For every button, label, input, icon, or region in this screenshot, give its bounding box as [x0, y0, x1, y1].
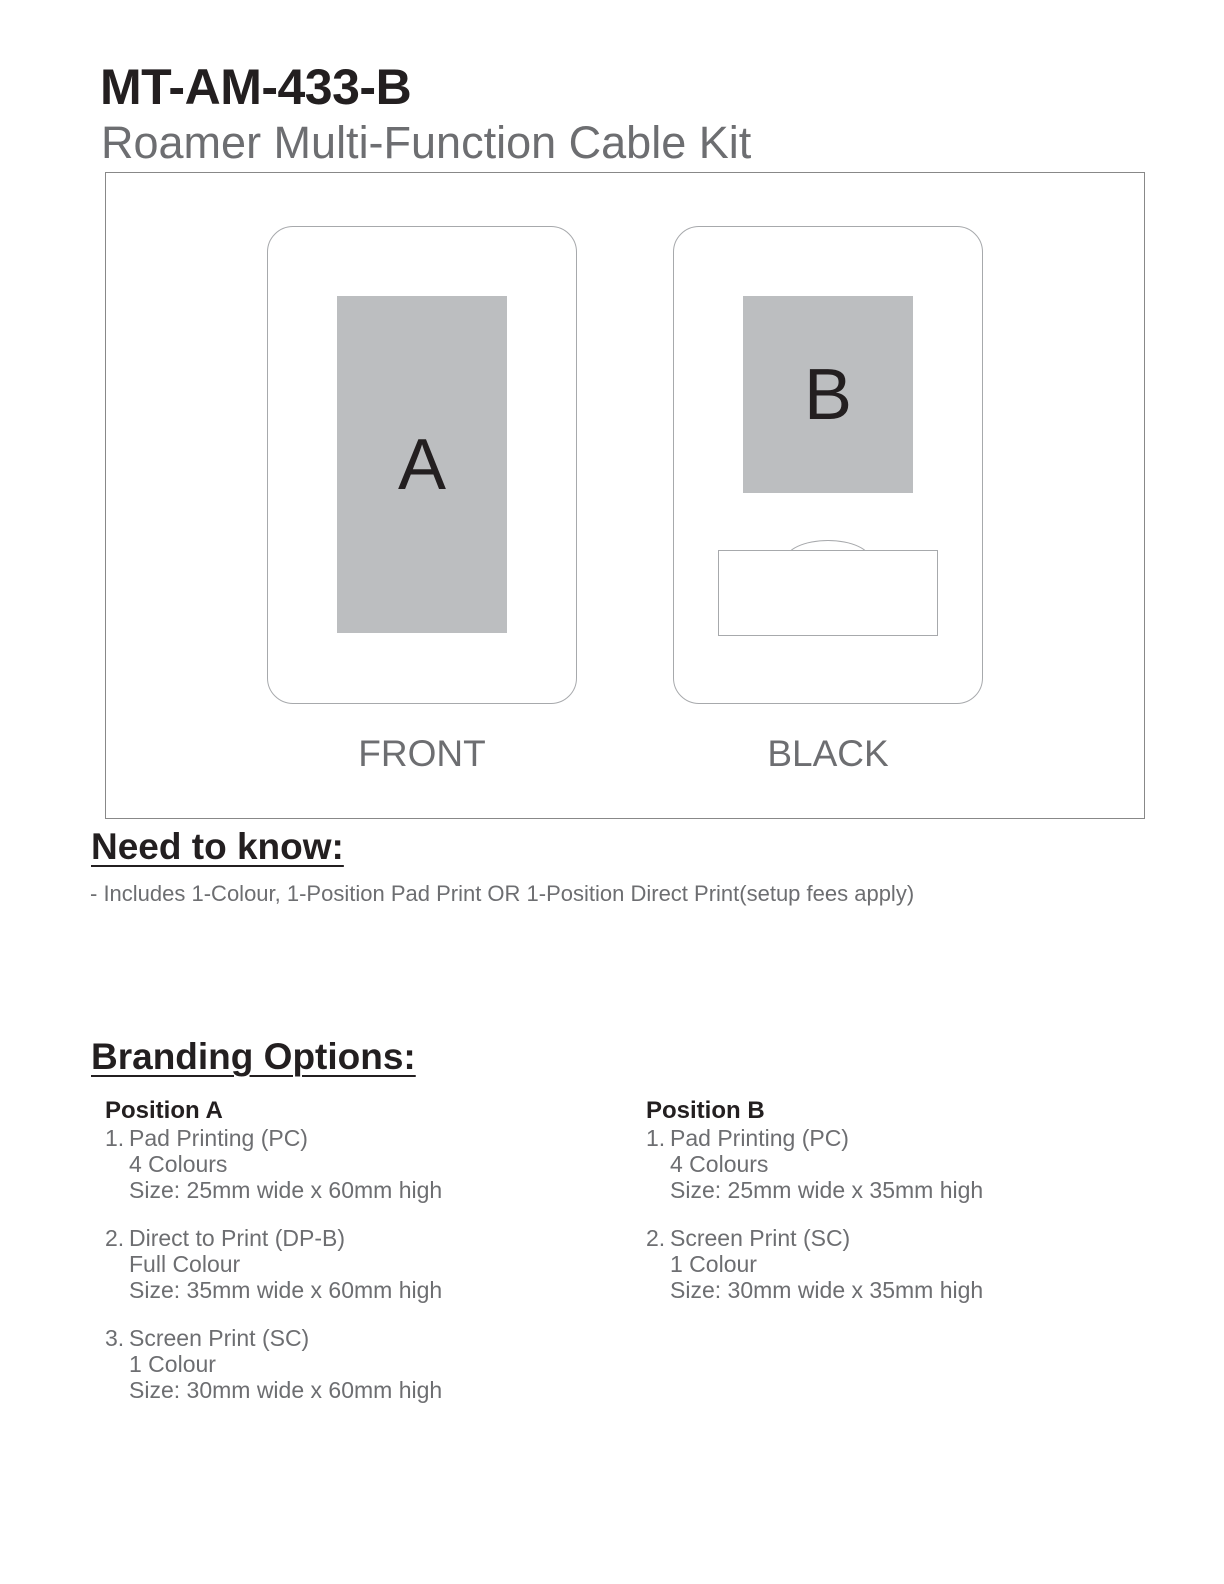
option-method: Pad Printing (PC) [129, 1125, 308, 1151]
position-title: Position B [646, 1097, 765, 1124]
option-number: 1. [105, 1125, 125, 1151]
print-area-b: B [743, 296, 913, 493]
position-a-column [105, 1097, 585, 1403]
option-number: 1. [646, 1125, 666, 1151]
product-diagram-frame [105, 172, 1145, 819]
product-name: Roamer Multi-Function Cable Kit [101, 117, 752, 168]
option-size: Size: 30mm wide x 35mm high [670, 1277, 984, 1303]
option-method: Screen Print (SC) [670, 1225, 851, 1251]
position-b-column [646, 1097, 1126, 1303]
need-to-know-heading: Need to know: [91, 826, 344, 867]
option-number: 3. [105, 1325, 125, 1351]
need-to-know-note: - Includes 1-Colour, 1-Position Pad Print OR 1-Position Direct Print(setup fees apply) [90, 881, 915, 906]
option-colours: Full Colour [129, 1251, 241, 1277]
branding-option [105, 1125, 585, 1203]
option-size: Size: 30mm wide x 60mm high [129, 1377, 443, 1403]
branding-options-heading: Branding Options: [91, 1036, 416, 1077]
option-method: Pad Printing (PC) [670, 1125, 849, 1151]
cable-pocket [718, 550, 938, 636]
branding-option [646, 1125, 1126, 1203]
print-area-a: A [337, 296, 507, 633]
back-view-label: BLACK [767, 733, 889, 774]
position-title: Position A [105, 1097, 223, 1124]
option-colours: 4 Colours [129, 1151, 228, 1177]
option-colours: 1 Colour [670, 1251, 757, 1277]
product-code: MT-AM-433-B [100, 59, 412, 115]
option-method: Direct to Print (DP-B) [129, 1225, 345, 1251]
branding-option [105, 1225, 585, 1303]
option-colours: 1 Colour [129, 1351, 216, 1377]
option-size: Size: 35mm wide x 60mm high [129, 1277, 443, 1303]
front-view-label: FRONT [358, 733, 486, 774]
option-size: Size: 25mm wide x 60mm high [129, 1177, 443, 1203]
branding-option [646, 1225, 1126, 1303]
branding-option [105, 1325, 585, 1403]
option-size: Size: 25mm wide x 35mm high [670, 1177, 984, 1203]
option-number: 2. [646, 1225, 666, 1251]
option-colours: 4 Colours [670, 1151, 769, 1177]
option-number: 2. [105, 1225, 125, 1251]
option-method: Screen Print (SC) [129, 1325, 310, 1351]
